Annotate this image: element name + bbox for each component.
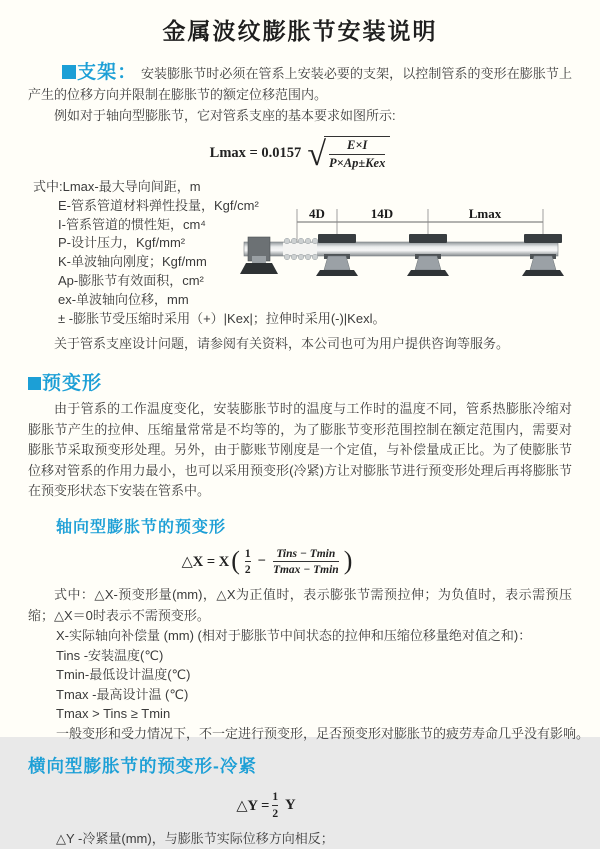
- axial-definition-line: Tmax -最高设计温 (℃): [56, 686, 189, 702]
- half-fraction: [272, 790, 278, 821]
- axial-where-paragraph: 式中：△X-预变形量(mm)，△X为正值时，表示膨张节需预拉伸；为负值时，表示需预压缩；△X＝0时表示不需预变形。: [28, 587, 572, 623]
- page-title: 金属波纹膨胀节安装说明: [162, 18, 438, 44]
- definition-line: K-单波轴向刚度；Kgf/mm: [58, 254, 207, 270]
- definition-line: ± -膨胀节受压缩时采用（+）|Kex|；拉伸时采用(-)|Kexl。: [58, 310, 386, 326]
- axial-definition-line: X-实际轴向补偿量 (mm) (相对于膨胀节中间状态的拉伸和压缩位移量绝对值之和)：: [56, 628, 532, 644]
- definition-line: E-管系管道材料弹性投量，Kgf/cm²: [58, 197, 259, 213]
- lmax-formula-numerator: E×I: [346, 137, 368, 152]
- dim-label-4d: 4D: [309, 206, 325, 221]
- close-paren: ): [343, 545, 353, 575]
- lateral-formula: [0, 790, 566, 821]
- half-numerator: 1: [244, 547, 251, 560]
- definitions-and-diagram: [0, 178, 600, 330]
- axial-formula: [0, 547, 568, 578]
- half-numerator: 1: [272, 791, 279, 804]
- support-intro-text: 安装膨胀节时必须在管系上安装必要的支架，以控制管系的变形在膨胀节上产生的位移方向并限制在膨胀节的额定位移范围内。: [28, 66, 572, 102]
- axial-formula-lhs: △X = X: [181, 553, 230, 570]
- lateral-note-line: △Y -冷紧量(mm)，与膨胀节实际位移方向相反；: [56, 831, 334, 846]
- lmax-formula-lhs: Lmax = 0.0157: [209, 144, 302, 161]
- axial-definition-line: Tmin-最低设计温度(℃): [56, 667, 191, 683]
- lmax-formula-denominator: P×Ap±Kex: [328, 155, 386, 170]
- half-denominator: 2: [245, 561, 251, 577]
- definition-line: ex-单波轴向位移，mm: [58, 291, 189, 307]
- dim-label-lmax: Lmax: [468, 206, 502, 221]
- half-denominator: 2: [272, 805, 278, 821]
- minus-sign: −: [257, 553, 266, 570]
- predeform-heading-label: 预变形: [42, 373, 103, 394]
- lateral-formula-rhs: Y: [285, 797, 296, 814]
- axial-subsection-heading: 轴向型膨胀节的预变形: [56, 518, 227, 536]
- temperature-denominator: Tmax − Tmin: [273, 561, 339, 577]
- support-paragraph: [28, 62, 572, 105]
- temperature-fraction: [273, 547, 339, 578]
- definition-line: P-设计压力，Kgf/mm²: [58, 235, 186, 251]
- section-marker-icon: [28, 377, 41, 390]
- section-marker-icon: [62, 65, 76, 79]
- axial-definition-line: Tins -安装温度(℃): [56, 647, 164, 663]
- open-paren: (: [231, 545, 240, 575]
- radical-sign: √: [307, 136, 326, 173]
- support-heading: 支架：: [77, 62, 138, 83]
- temperature-numerator: Tins − Tmin: [276, 547, 336, 560]
- dim-label-14d: 14D: [370, 206, 394, 221]
- lmax-formula: [0, 134, 600, 172]
- lateral-formula-lhs: △Y =: [236, 797, 270, 814]
- lateral-subsection-heading: 横向型膨胀节的预变形-冷紧: [28, 756, 257, 777]
- predeform-body-paragraph: 由于管系的工作温度变化，安装膨胀节时的温度与工作时的温度不同，管系热膨胀冷缩对膨胀节产生的拉伸、压缩量常常是不均等的，为了膨胀节变形范围控制在额定范围内，需要对膨胀节采取预变形处理。另外，由于膨账节刚度是一个定值，与补偿量成正比。为了使膨胀节位移对管系的作用力最小，也可以采用预变形(冷紧)方让对膨胀节进行预变形处理后再将膨胀节在预变形状态下安装在管系中。: [28, 401, 572, 498]
- lmax-formula-fraction: [324, 136, 390, 171]
- definition-line: I-管系管道的惯性矩，cm⁴: [58, 216, 206, 232]
- axial-definition-line: 一般变形和受力情况下，不一定进行预变形，足否预变形对膨胀节的疲劳寿命几乎没有影响。: [56, 725, 590, 741]
- support-example-line: 例如对于轴向型膨胀节，它对管系支座的基本要求如图所示:: [54, 108, 396, 123]
- axial-definition-line: Tmax > Tins ≥ Tmin: [56, 706, 171, 722]
- pipe-support-diagram: [240, 204, 600, 300]
- definition-line: Ap-膨胀节有效面积，cm²: [58, 272, 204, 288]
- predeform-section-heading: [28, 368, 600, 395]
- support-note-line: 关于管系支座设计问题，请参阅有关资料，本公司也可为用户提供咨询等服务。: [54, 336, 510, 351]
- half-fraction: [245, 547, 251, 578]
- bellows-icon: [283, 238, 318, 260]
- definition-line: 式中:Lmax-最大导向间距，m: [33, 179, 201, 194]
